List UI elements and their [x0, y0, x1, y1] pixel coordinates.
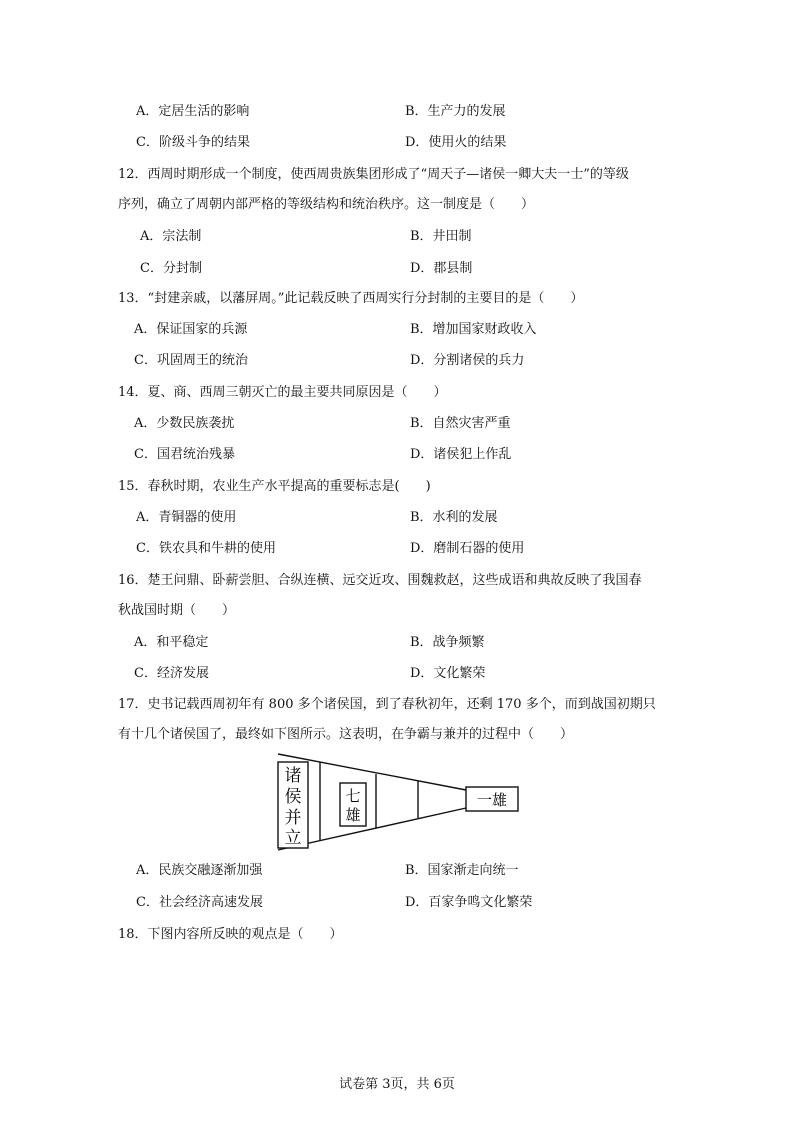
question-16-stem-line-2: 秋战国时期（ ） — [118, 603, 236, 618]
option-b: B．井田制 — [410, 229, 472, 244]
option-c: C．社会经济高速发展 — [136, 895, 263, 910]
question-18-stem: 18．下图内容所反映的观点是（ ） — [118, 927, 343, 942]
question-14-stem: 14．夏、商、西周三朝灭亡的最主要共同原因是（ ） — [118, 385, 447, 400]
question-13-stem: 13．“封建亲戚，以藩屏周。”此记载反映了西周实行分封制的主要目的是（ ） — [118, 291, 584, 306]
option-a: A．和平稳定 — [134, 635, 209, 650]
option-a: A．青铜器的使用 — [136, 510, 237, 525]
page-footer: 试卷第 3页，共 6页 — [339, 1077, 455, 1092]
option-d: D．使用火的结果 — [405, 135, 507, 150]
option-c: C．阶级斗争的结果 — [136, 135, 250, 150]
option-c: C．巩固周王的统治 — [134, 353, 248, 368]
option-a: A．民族交融逐渐加强 — [136, 863, 263, 878]
left-box-char: 并 — [284, 808, 302, 828]
option-b: B．战争频繁 — [410, 635, 485, 650]
option-d: D．百家争鸣文化繁荣 — [405, 895, 533, 910]
option-a: A．保证国家的兵源 — [134, 322, 248, 337]
option-c: C．分封制 — [140, 261, 202, 276]
question-12-stem-line-1: 12．西周时期形成一个制度，使西周贵族集团形成了“周天子—诸侯一卿大夫一士”的等级 — [118, 167, 629, 182]
option-a: A．少数民族袭扰 — [134, 416, 235, 431]
question-16-stem-line-1: 16．楚王问鼎、卧薪尝胆、合纵连横、远交近攻、围魏救赵，这些成语和典故反映了我国春 — [118, 573, 642, 588]
question-12-stem-line-2: 序列，确立了周朝内部严格的等级结构和统治秩序。这一制度是（ ） — [118, 197, 535, 212]
question-15-stem: 15．春秋时期，农业生产水平提高的重要标志是( ) — [118, 479, 431, 494]
question-17-stem-line-2: 有十几个诸侯国了，最终如下图所示。这表明，在争霸与兼并的过程中（ ） — [118, 727, 574, 742]
option-d: D．郡县制 — [410, 261, 473, 276]
middle-box-char: 七 — [345, 787, 361, 805]
option-b: B．增加国家财政收入 — [410, 322, 537, 337]
option-d: D．诸侯犯上作乱 — [410, 447, 512, 462]
option-b: B．自然灾害严重 — [410, 416, 511, 431]
left-box-char: 立 — [284, 828, 302, 848]
question-17-stem-line-1: 17．史书记载西周初年有 800 多个诸侯国，到了春秋初年，还剩 170 多个，而到战国初期只 — [118, 697, 656, 712]
right-box-label: 一雄 — [476, 791, 508, 809]
option-c: C．国君统治残暴 — [134, 447, 235, 462]
left-box-char: 诸 — [284, 766, 302, 786]
middle-box-char: 雄 — [345, 806, 361, 824]
option-c: C．铁农具和牛耕的使用 — [136, 541, 276, 556]
option-a: A．宗法制 — [140, 229, 202, 244]
left-box-char: 侯 — [284, 787, 302, 807]
option-d: D．磨制石器的使用 — [410, 541, 525, 556]
option-d: D．文化繁荣 — [410, 666, 486, 681]
option-b: B．水利的发展 — [410, 510, 498, 525]
option-a: A．定居生活的影响 — [136, 104, 250, 119]
option-b: B．国家渐走向统一 — [405, 863, 519, 878]
option-d: D．分割诸侯的兵力 — [410, 353, 525, 368]
funnel-diagram-svg — [270, 752, 530, 852]
unification-diagram — [270, 752, 530, 852]
option-b: B．生产力的发展 — [405, 104, 506, 119]
option-c: C．经济发展 — [134, 666, 209, 681]
